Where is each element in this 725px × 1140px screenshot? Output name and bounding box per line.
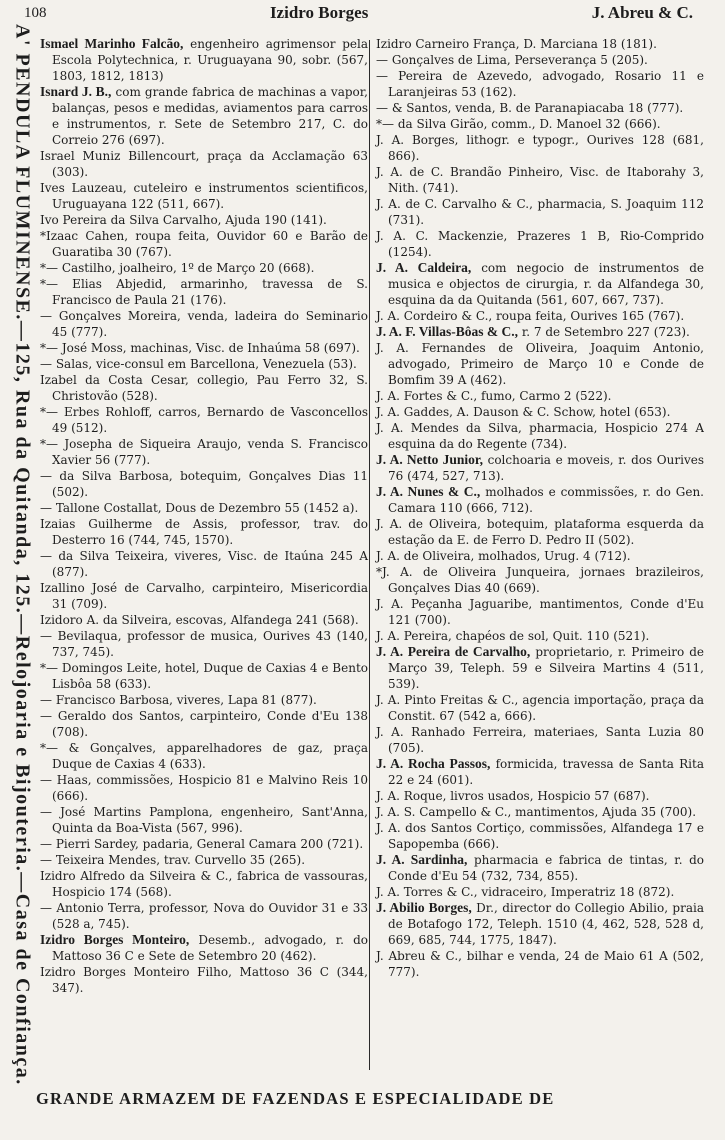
entry-text: — Gonçalves Moreira, venda, ladeira do Seminario 45 (777).	[40, 309, 368, 339]
entry-text: J. A. Fernandes de Oliveira, Joaquim Antonio, advogado, Primeiro de Março 10 e Conde de Bomfim 39 A (462).	[376, 341, 704, 387]
directory-entry	[38, 836, 368, 852]
directory-entry	[374, 516, 704, 548]
entry-text: — Bevilaqua, professor de musica, Ourives 43 (140, 737, 745).	[40, 629, 368, 659]
entry-text: J. A. Gaddes, A. Dauson & C. Schow, hotel (653).	[376, 405, 671, 419]
entry-details: com negocio de instrumentos de musica e objectos de cirurgia, r. da Alfandega 30, esquina da da Quitanda (561, 607, 667, 737).	[388, 261, 704, 307]
entry-text: — Haas, commissões, Hospicio 81 e Malvino Reis 10 (666).	[40, 773, 368, 803]
directory-entry	[374, 948, 704, 980]
directory-entry	[374, 628, 704, 644]
entry-text: J. A. de C. Brandão Pinheiro, Visc. de Itaborahy 3, Nith. (741).	[376, 165, 704, 195]
entry-text: Izaias Guilherme de Assis, professor, trav. do Desterro 16 (744, 745, 1570).	[40, 517, 368, 547]
entry-text: *— Elias Abjedid, armarinho, travessa de S. Francisco de Paula 21 (176).	[40, 277, 368, 307]
directory-entry	[374, 68, 704, 100]
entry-text: — & Santos, venda, B. de Paranapiacaba 18 (777).	[376, 101, 684, 115]
entry-text: — Tallone Costallat, Dous de Dezembro 55 (1452 a).	[40, 501, 359, 515]
entry-text: J. A. de Oliveira, botequim, plataforma esquerda da estação da E. de Ferro D. Pedro II (502).	[376, 517, 704, 547]
directory-entry	[374, 804, 704, 820]
directory-entry	[38, 372, 368, 404]
directory-entry	[374, 404, 704, 420]
directory-entry	[374, 484, 704, 516]
page-header	[0, 0, 725, 26]
entry-text: Izidro Carneiro França, D. Marciana 18 (181).	[376, 37, 657, 51]
entry-text: *J. A. de Oliveira Junqueira, jornaes brazileiros, Gonçalves Dias 40 (669).	[376, 565, 704, 595]
directory-entry	[374, 756, 704, 788]
entry-text: — Geraldo dos Santos, carpinteiro, Conde d'Eu 138 (708).	[40, 709, 368, 739]
directory-entry	[374, 388, 704, 404]
entry-text: — Antonio Terra, professor, Nova do Ouvidor 31 e 33 (528 a, 745).	[40, 901, 368, 931]
entry-text: J. A. Pinto Freitas & C., agencia importação, praça da Constit. 67 (542 a, 666).	[376, 693, 704, 723]
entry-text: Izidro Borges Monteiro Filho, Mattoso 36 C (344, 347).	[40, 965, 368, 995]
entry-text: *— José Moss, machinas, Visc. de Inhaúma 58 (697).	[40, 341, 360, 355]
directory-entry	[374, 340, 704, 388]
entry-text: J. Abreu & C., bilhar e venda, 24 de Maio 61 A (502, 777).	[376, 949, 704, 979]
directory-entry	[38, 964, 368, 996]
directory-entry	[38, 772, 368, 804]
directory-entry	[38, 804, 368, 836]
directory-entry	[374, 196, 704, 228]
entry-text: Izabel da Costa Cesar, collegio, Pau Ferro 32, S. Christovão (528).	[40, 373, 368, 403]
directory-entry	[374, 132, 704, 164]
entry-text: J. A. Caldeira,	[376, 260, 472, 275]
page-number: 108	[24, 4, 47, 21]
directory-entry	[38, 516, 368, 548]
entry-text: J. A. Ranhado Ferreira, materiaes, Santa Luzia 80 (705).	[376, 725, 704, 755]
entry-text: — da Silva Barbosa, botequim, Gonçalves Dias 11 (502).	[40, 469, 368, 499]
entry-text: Ismael Marinho Falcão,	[40, 36, 184, 51]
entry-text: — Teixeira Mendes, trav. Curvello 35 (265).	[40, 853, 306, 867]
entry-text: J. A. Cordeiro & C., roupa feita, Ourives 165 (767).	[376, 309, 685, 323]
entry-text: J. A. de C. Carvalho & C., pharmacia, S. Joaquim 112 (731).	[376, 197, 704, 227]
directory-entry	[374, 788, 704, 804]
entry-text: J. A. Mendes da Silva, pharmacia, Hospicio 274 A esquina da do Regente (734).	[376, 421, 704, 451]
directory-entry	[374, 724, 704, 756]
entry-text: — Gonçalves de Lima, Perseverança 5 (205).	[376, 53, 648, 67]
directory-entry	[38, 436, 368, 468]
directory-entry	[374, 452, 704, 484]
directory-entry	[374, 324, 704, 340]
directory-entry	[38, 692, 368, 708]
directory-entry	[374, 596, 704, 628]
left-column	[38, 36, 374, 1076]
entry-text: — Francisco Barbosa, viveres, Lapa 81 (877).	[40, 693, 317, 707]
directory-entry	[374, 260, 704, 308]
entry-text: J. A. Borges, lithogr. e typogr., Ourives 128 (681, 866).	[376, 133, 704, 163]
entry-text: — Pereira de Azevedo, advogado, Rosario 11 e Laranjeiras 53 (162).	[376, 69, 704, 99]
directory-entry	[374, 820, 704, 852]
directory-entry	[374, 100, 704, 116]
directory-entry	[374, 692, 704, 724]
footer-advertisement: GRANDE ARMAZEM DE FAZENDAS E ESPECIALIDADE DE	[36, 1089, 555, 1108]
directory-entry	[374, 228, 704, 260]
directory-entry	[38, 548, 368, 580]
directory-entry	[38, 212, 368, 228]
entry-text: *— Erbes Rohloff, carros, Bernardo de Vasconcellos 49 (512).	[40, 405, 368, 435]
entry-details: com grande fabrica de machinas a vapor, balanças, pesos e medidas, aviamentos para carros e instrumentos, r. Sete de Setembro 217, C. do Correio 276 (697).	[52, 85, 368, 147]
directory-entry	[38, 308, 368, 340]
directory-entry	[374, 900, 704, 948]
entry-text: J. A. Rocha Passos,	[376, 756, 491, 771]
entry-text: *— Domingos Leite, hotel, Duque de Caxias 4 e Bento Lisbôa 58 (633).	[40, 661, 368, 691]
directory-entry	[374, 36, 704, 52]
entry-details: Dr., director do Collegio Abilio, praia de Botafogo 172, Teleph. 1510 (4, 462, 528, 528 d, 669, 685, 744, 1775, 1847).	[388, 901, 704, 947]
entry-text: — José Martins Pamplona, engenheiro, Sant'Anna, Quinta da Boa-Vista (567, 996).	[40, 805, 368, 835]
directory-entry	[374, 644, 704, 692]
directory-entry	[38, 276, 368, 308]
entry-details: pharmacia e fabrica de tintas, r. do Conde d'Eu 54 (732, 734, 855).	[388, 853, 704, 883]
entry-details: molhados e commissões, r. do Gen. Camara 110 (666, 712).	[388, 485, 704, 515]
entry-text: J. A. C. Mackenzie, Prazeres 1 B, Rio-Comprido (1254).	[376, 229, 704, 259]
directory-entry	[38, 500, 368, 516]
entry-text: J. A. de Oliveira, molhados, Urug. 4 (712).	[376, 549, 631, 563]
entry-details: r. 7 de Setembro 227 (723).	[518, 325, 690, 339]
entry-text: — Salas, vice-consul em Barcellona, Venezuela (53).	[40, 357, 357, 371]
entry-details: proprietario, r. Primeiro de Março 39, Teleph. 59 e Silveira Martins 4 (511, 539).	[388, 645, 704, 691]
directory-entry	[38, 404, 368, 436]
directory-entry	[38, 628, 368, 660]
directory-entry	[374, 164, 704, 196]
directory-entry	[38, 708, 368, 740]
directory-entry	[374, 884, 704, 900]
directory-entry	[38, 84, 368, 148]
entry-details: colchoaria e moveis, r. dos Ourives 76 (474, 527, 713).	[388, 453, 704, 483]
directory-entry	[38, 612, 368, 628]
entry-text: Ivo Pereira da Silva Carvalho, Ajuda 190 (141).	[40, 213, 327, 227]
directory-entry	[38, 468, 368, 500]
entry-text: J. A. Roque, livros usados, Hospicio 57 (687).	[376, 789, 650, 803]
directory-entry	[374, 116, 704, 132]
entry-text: J. A. Netto Junior,	[376, 452, 483, 467]
directory-entry	[374, 308, 704, 324]
entry-text: — da Silva Teixeira, viveres, Visc. de Itaúna 245 A (877).	[40, 549, 368, 579]
directory-entry	[374, 564, 704, 596]
entry-text: J. A. F. Villas-Bôas & C.,	[376, 324, 519, 339]
entry-text: Israel Muniz Billencourt, praça da Acclamação 63 (303).	[40, 149, 368, 179]
column-divider	[369, 40, 370, 1070]
directory-entry	[38, 180, 368, 212]
right-column	[374, 36, 704, 1076]
entry-details: formicida, travessa de Santa Rita 22 e 24 (601).	[388, 757, 704, 787]
entry-text: *— Josepha de Siqueira Araujo, venda S. Francisco Xavier 56 (777).	[40, 437, 368, 467]
directory-entry	[38, 900, 368, 932]
entry-text: J. A. Sardinha,	[376, 852, 468, 867]
entry-text: J. A. Nunes & C.,	[376, 484, 481, 499]
directory-entry	[38, 580, 368, 612]
header-right-name: J. Abreu & C.	[591, 3, 693, 22]
entry-text: — Pierri Sardey, padaria, General Camara 200 (721).	[40, 837, 364, 851]
directory-entry	[38, 852, 368, 868]
entry-text: Izidro Alfredo da Silveira & C., fabrica de vassouras, Hospicio 174 (568).	[40, 869, 368, 899]
header-left-name: Izidro Borges	[269, 3, 369, 22]
directory-entry	[38, 36, 368, 84]
entry-text: Isnard J. B.,	[40, 84, 112, 99]
entry-text: J. A. Pereira, chapéos de sol, Quit. 110 (521).	[376, 629, 650, 643]
entry-details: engenheiro agrimensor pela Escola Polytechnica, r. Uruguayana 90, sobr. (567, 1803, 1812, 1813)	[52, 37, 368, 83]
entry-text: Ives Lauzeau, cuteleiro e instrumentos scientificos, Uruguayana 122 (511, 667).	[40, 181, 368, 211]
directory-entry	[38, 660, 368, 692]
directory-entry	[38, 868, 368, 900]
entry-text: J. A. Pereira de Carvalho,	[376, 644, 531, 659]
entry-text: J. A. Fortes & C., fumo, Carmo 2 (522).	[376, 389, 612, 403]
entry-text: Izallino José de Carvalho, carpinteiro, Misericordia 31 (709).	[40, 581, 368, 611]
entry-text: *— da Silva Girão, comm., D. Manoel 32 (666).	[376, 117, 661, 131]
directory-entry	[38, 260, 368, 276]
entry-text: Izidro Borges Monteiro,	[40, 932, 190, 947]
directory-entry	[38, 740, 368, 772]
entry-details: Desemb., advogado, r. do Mattoso 36 C e Sete de Setembro 20 (462).	[52, 933, 368, 963]
entry-text: *— Castilho, joalheiro, 1º de Março 20 (668).	[40, 261, 315, 275]
directory-entry	[374, 52, 704, 68]
entry-text: J. A. S. Campello & C., mantimentos, Ajuda 35 (700).	[376, 805, 697, 819]
side-advertisement: A' PENDULA FLUMINENSE.—125, Rua da Quitanda, 125.—Relojoaria e Bijouteria.—Casa de Confiança.	[11, 24, 34, 1086]
directory-entry	[38, 356, 368, 372]
directory-entry	[38, 228, 368, 260]
entry-text: J. A. Peçanha Jaguaribe, mantimentos, Conde d'Eu 121 (700).	[376, 597, 704, 627]
entry-text: Izidoro A. da Silveira, escovas, Alfandega 241 (568).	[40, 613, 359, 627]
directory-entry	[38, 148, 368, 180]
entry-text: J. A. dos Santos Cortiço, commissões, Alfandega 17 e Sapopemba (666).	[376, 821, 704, 851]
directory-entry	[38, 340, 368, 356]
entry-text: J. A. Torres & C., vidraceiro, Imperatriz 18 (872).	[376, 885, 675, 899]
entry-text: *Izaac Cahen, roupa feita, Ouvidor 60 e Barão de Guaratiba 30 (767).	[40, 229, 368, 259]
directory-entry	[374, 548, 704, 564]
directory-entry	[374, 420, 704, 452]
directory-entry	[374, 852, 704, 884]
entry-text: *— & Gonçalves, apparelhadores de gaz, praça Duque de Caxias 4 (633).	[40, 741, 368, 771]
entry-text: J. Abilio Borges,	[376, 900, 472, 915]
directory-entry	[38, 932, 368, 964]
